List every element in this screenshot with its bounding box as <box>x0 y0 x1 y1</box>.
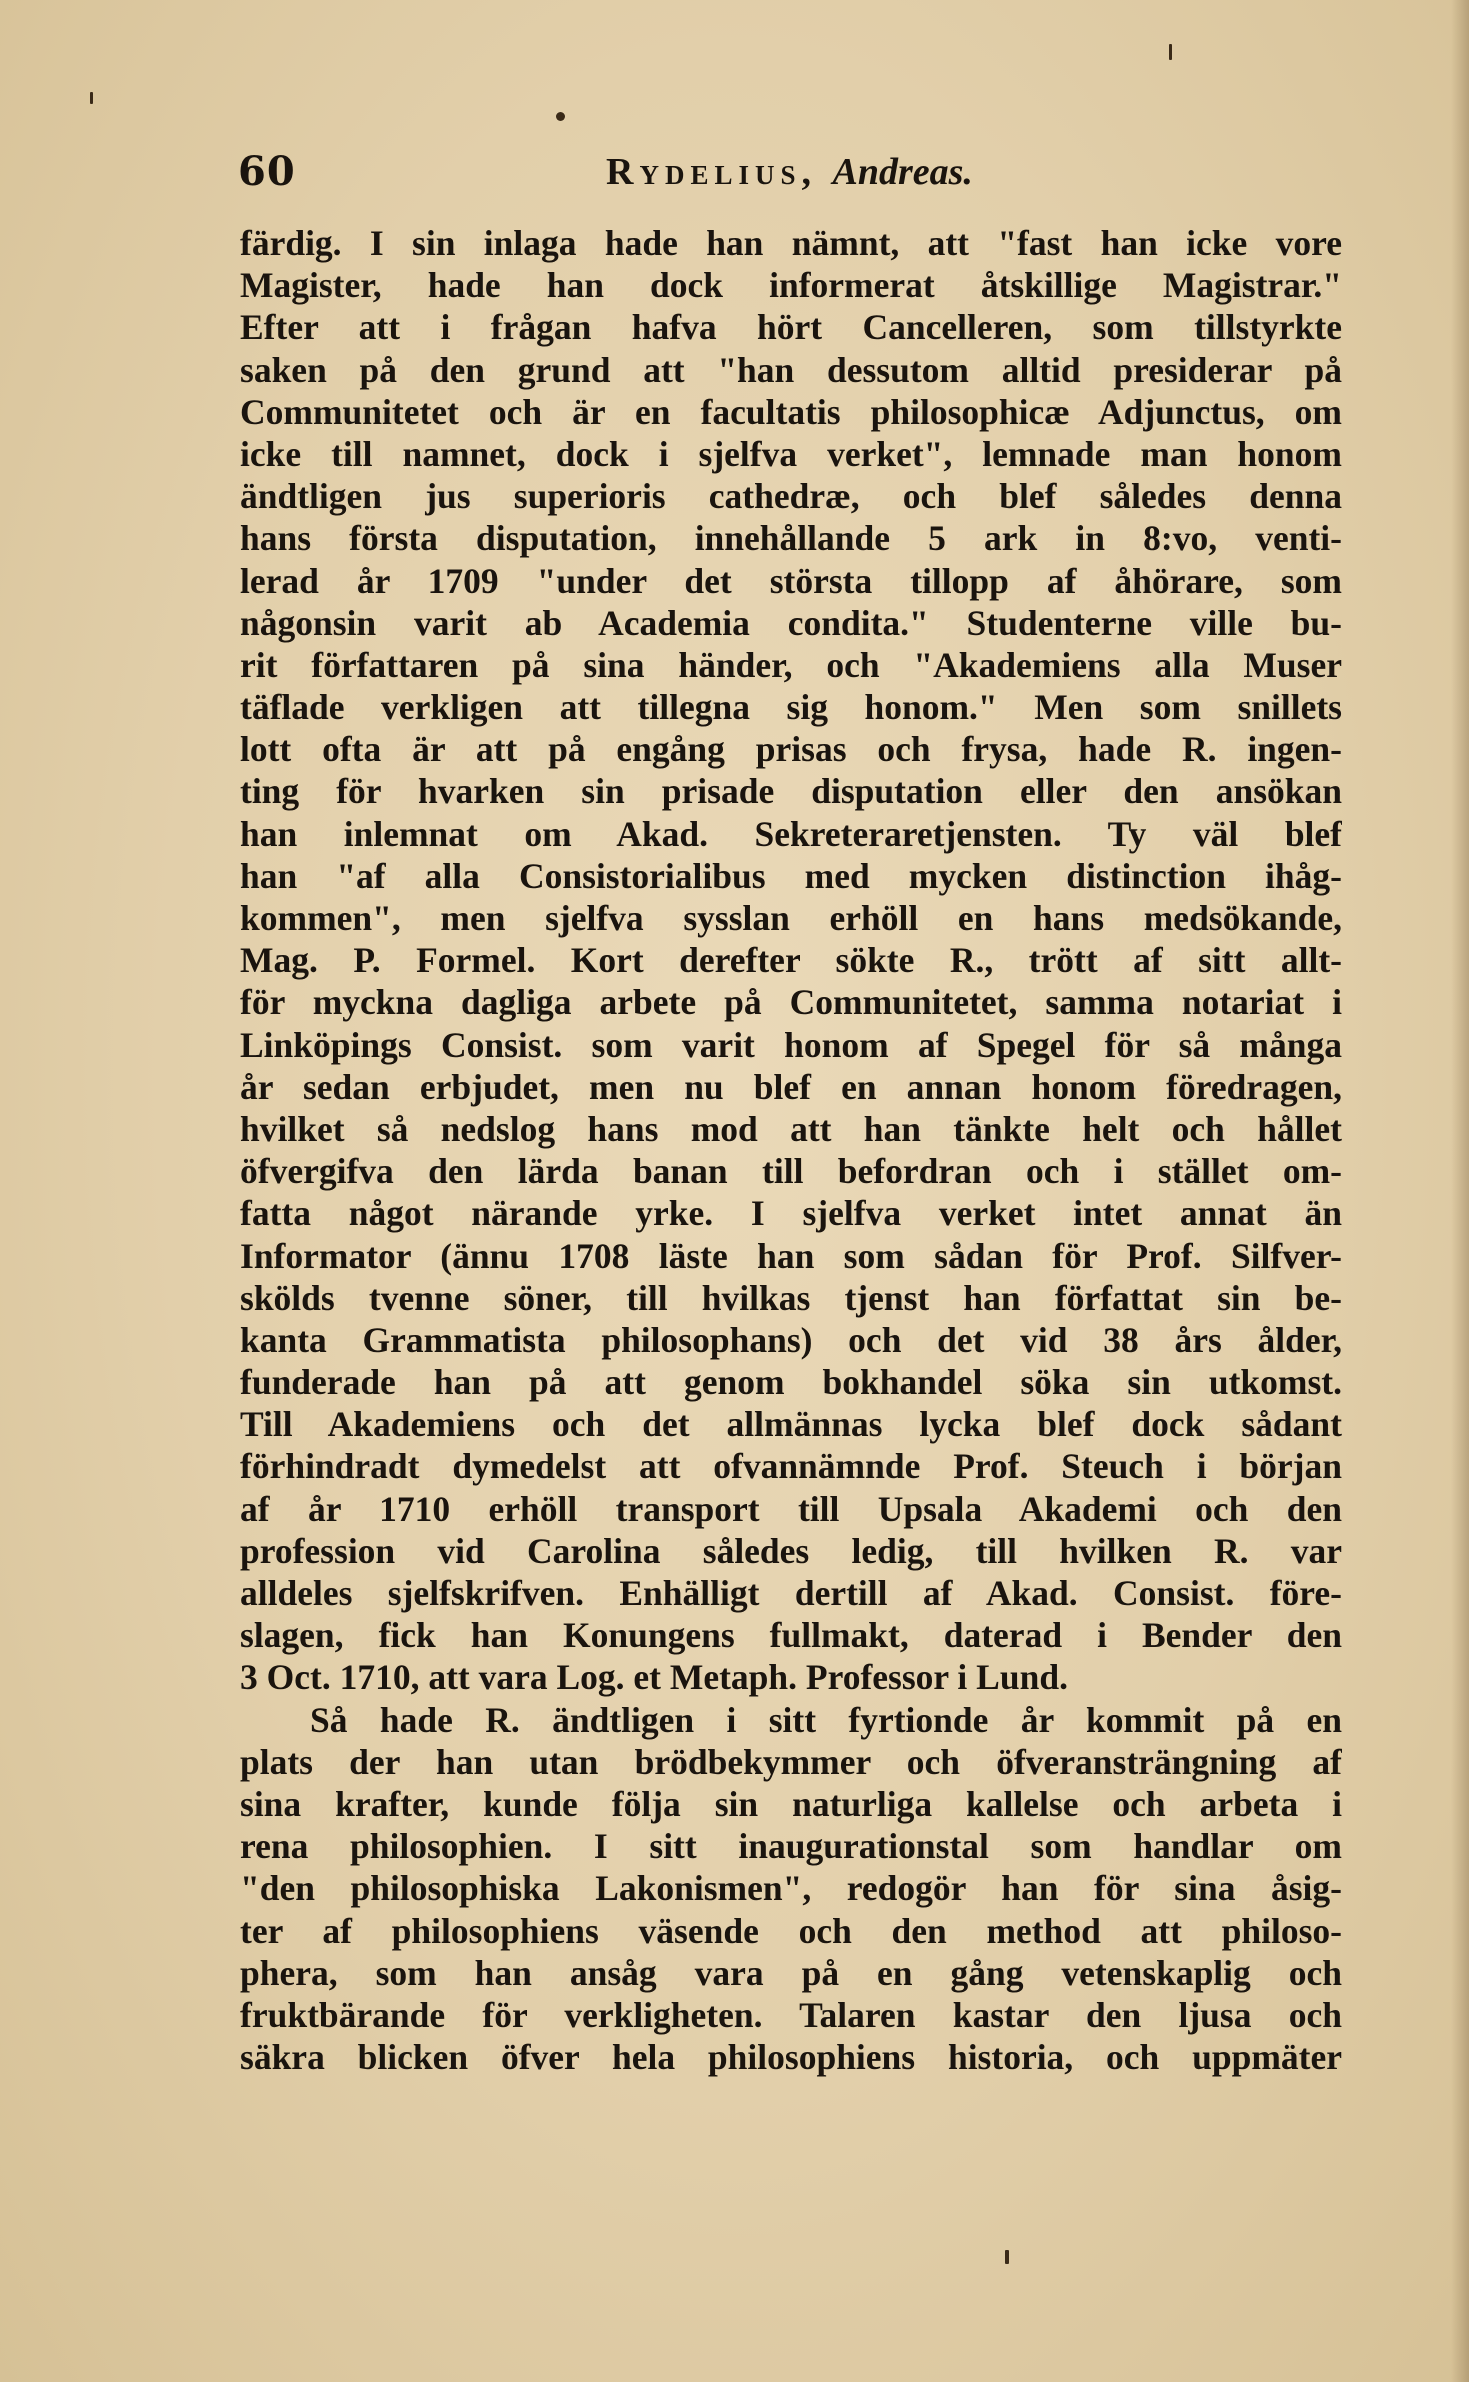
text-line: af år 1710 erhöll transport till Upsala Akademi och den <box>240 1488 1342 1529</box>
text-line: ting för hvarken sin prisade disputation eller den ansökan <box>240 771 1342 812</box>
text-line: ändtligen jus superioris cathedræ, och blef således denna <box>240 476 1342 517</box>
text-line: saken på den grund att "han dessutom alltid presiderar på <box>240 349 1342 390</box>
text-line: fatta något närande yrke. I sjelfva verket intet annat än <box>240 1193 1342 1234</box>
text-line: rit författaren på sina händer, och "Akademiens alla Muser <box>240 644 1342 685</box>
text-line: Communitetet och är en facultatis philosophicæ Adjunctus, om <box>240 391 1342 432</box>
text-line: han "af alla Consistorialibus med mycken distinction ihåg- <box>240 855 1342 896</box>
running-head-surname: Rydelius, <box>606 151 817 193</box>
text-line-paragraph-start: Så hade R. ändtligen i sitt fyrtionde år kommit på en <box>310 1699 1342 1740</box>
text-line: Informator (ännu 1708 läste han som sådan för Prof. Silfver- <box>240 1235 1342 1276</box>
text-line: funderade han på att genom bokhandel söka sin utkomst. <box>240 1362 1342 1403</box>
text-line: färdig. I sin inlaga hade han nämnt, att "fast han icke vore <box>240 223 1342 263</box>
page-edge-shadow <box>1451 0 1469 2382</box>
text-line: lott ofta är att på engång prisas och frysa, hade R. ingen- <box>240 729 1342 770</box>
text-line: för myckna dagliga arbete på Communitetet, samma notariat i <box>240 982 1342 1023</box>
text-line: kanta Grammatista philosophans) och det vid 38 års ålder, <box>240 1319 1342 1360</box>
text-line: ter af philosophiens väsende och den method att philoso- <box>240 1910 1342 1951</box>
text-line: "den philosophiska Lakonismen", redogör han för sina åsig- <box>240 1868 1342 1909</box>
text-line: slagen, fick han Konungens fullmakt, daterad i Bender den <box>240 1615 1342 1656</box>
text-line: han inlemnat om Akad. Sekreteraretjensten. Ty väl blef <box>240 813 1342 854</box>
text-line: Magister, hade han dock informerat åtskillige Magistrar." <box>240 265 1342 306</box>
text-line: säkra blicken öfver hela philosophiens historia, och uppmäter <box>240 2037 1342 2078</box>
text-line: skölds tvenne söner, till hvilkas tjenst han författat sin be- <box>240 1277 1342 1318</box>
text-line: phera, som han ansåg vara på en gång vetenskaplig och <box>240 1952 1342 1993</box>
text-line: kommen", men sjelfva sysslan erhöll en hans medsökande, <box>240 898 1342 938</box>
text-line: rena philosophien. I sitt inaugurationstal som handlar om <box>240 1826 1342 1867</box>
text-line: Efter att i frågan hafva hört Cancelleren, som tillstyrkte <box>240 307 1342 348</box>
text-line: Till Akademiens och det allmännas lycka blef dock sådant <box>240 1404 1342 1445</box>
text-line: hans första disputation, innehållande 5 ark in 8:vo, venti- <box>240 518 1342 559</box>
text-line: plats der han utan brödbekymmer och öfveransträngning af <box>240 1741 1342 1782</box>
text-line: Linköpings Consist. som varit honom af Spegel för så många <box>240 1024 1342 1065</box>
text-line: Mag. P. Formel. Kort derefter sökte R., trött af sitt allt- <box>240 940 1342 981</box>
ink-speck <box>1005 2250 1009 2264</box>
text-line: alldeles sjelfskrifven. Enhälligt dertill af Akad. Consist. före- <box>240 1573 1342 1613</box>
body-text <box>240 222 1342 2078</box>
page-number: 60 <box>238 148 296 195</box>
ink-speck <box>90 92 93 104</box>
ink-speck <box>1169 44 1172 60</box>
ink-speck <box>556 112 565 121</box>
text-line: år sedan erbjudet, men nu blef en annan honom föredragen, <box>240 1066 1342 1107</box>
text-line: täflade verkligen att tillegna sig honom." Men som snillets <box>240 687 1342 728</box>
text-line: icke till namnet, dock i sjelfva verket", lemnade man honom <box>240 433 1342 474</box>
running-head <box>606 150 973 194</box>
text-line: hvilket så nedslog hans mod att han tänkte helt och hållet <box>240 1108 1342 1149</box>
text-line: förhindradt dymedelst att ofvannämnde Prof. Steuch i början <box>240 1446 1342 1487</box>
text-line: fruktbärande för verkligheten. Talaren kastar den ljusa och <box>240 1994 1342 2035</box>
text-line: lerad år 1709 "under det största tillopp af åhörare, som <box>240 560 1342 601</box>
page-header <box>238 148 1338 208</box>
text-line: öfvergifva den lärda banan till befordran och i stället om- <box>240 1151 1342 1192</box>
running-head-given-name: Andreas. <box>832 151 973 193</box>
text-line-paragraph-end: 3 Oct. 1710, att vara Log. et Metaph. Professor i Lund. <box>240 1657 1068 1698</box>
text-line: profession vid Carolina således ledig, till hvilken R. var <box>240 1530 1342 1571</box>
text-line: sina krafter, kunde följa sin naturliga kallelse och arbeta i <box>240 1783 1342 1824</box>
text-line: någonsin varit ab Academia condita." Studenterne ville bu- <box>240 602 1342 643</box>
